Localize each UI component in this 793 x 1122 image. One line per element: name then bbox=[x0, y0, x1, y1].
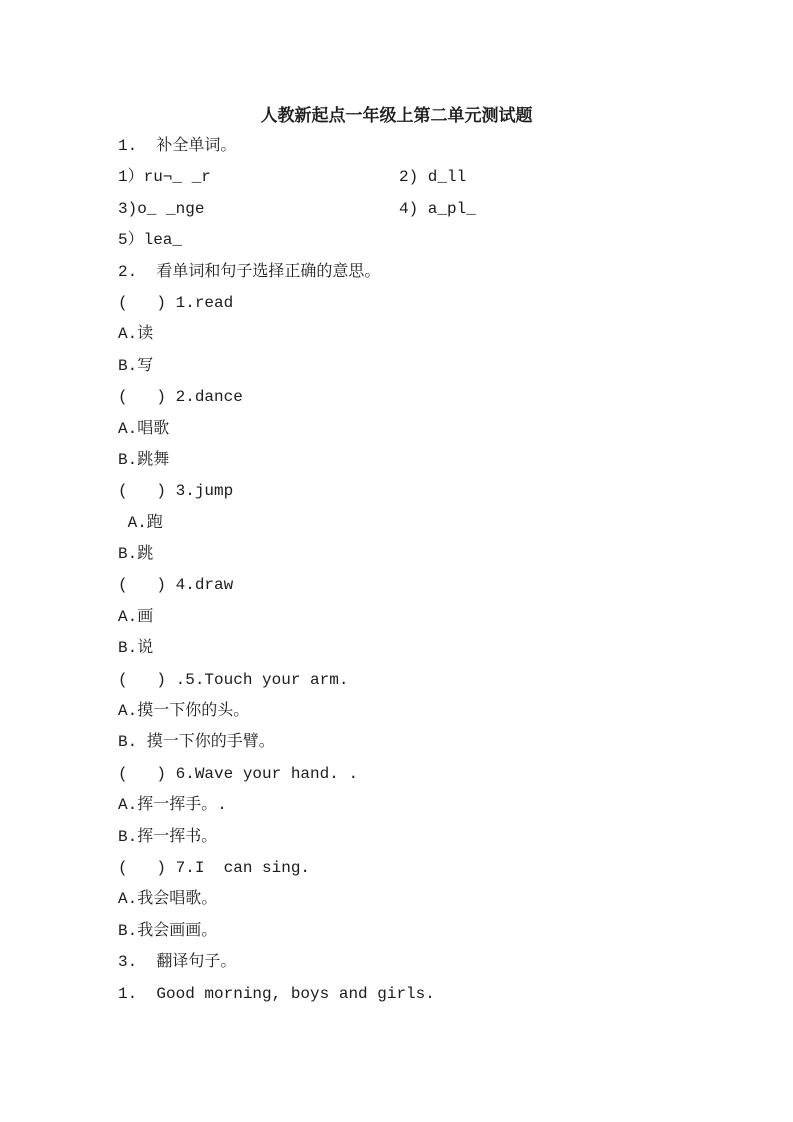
section-2-heading: 2. 看单词和句子选择正确的意思。 bbox=[118, 262, 381, 281]
question-7-option-a: A.我会唱歌。 bbox=[118, 890, 218, 909]
question-4-stem: ( ) 4.draw bbox=[118, 576, 234, 595]
translate-item-1: 1. Good morning, boys and girls. bbox=[118, 984, 435, 1003]
fill-blank-item-2: 2) d_ll bbox=[399, 168, 467, 187]
question-5-stem: ( ) .5.Touch your arm. bbox=[118, 670, 349, 689]
question-6-option-b: B.挥一挥书。 bbox=[118, 827, 218, 846]
question-4-option-b: B.说 bbox=[118, 639, 154, 658]
question-2-option-a: A.唱歌 bbox=[118, 419, 170, 438]
fill-blank-item-3: 3)o_ _nge bbox=[118, 199, 205, 218]
question-5-option-a: A.摸一下你的头。 bbox=[118, 702, 250, 721]
question-3-option-a: A.跑 bbox=[118, 513, 163, 532]
question-7-option-b: B.我会画画。 bbox=[118, 921, 218, 940]
question-3-option-b: B.跳 bbox=[118, 545, 154, 564]
question-3-stem: ( ) 3.jump bbox=[118, 482, 234, 501]
question-4-option-a: A.画 bbox=[118, 607, 154, 626]
fill-blank-item-5: 5）lea_ bbox=[118, 231, 183, 250]
fill-blank-row-1 bbox=[118, 162, 753, 193]
fill-blank-row-2 bbox=[118, 194, 753, 225]
question-1-option-b: B.写 bbox=[118, 356, 154, 375]
question-2-stem: ( ) 2.dance bbox=[118, 388, 243, 407]
section-3-heading: 3. 翻译句子。 bbox=[118, 953, 237, 972]
page-title: 人教新起点一年级上第二单元测试题 bbox=[260, 106, 533, 125]
question-1-option-a: A.读 bbox=[118, 325, 154, 344]
question-6-option-a: A.挥一挥手。. bbox=[118, 796, 227, 815]
question-1-stem: ( ) 1.read bbox=[118, 293, 234, 312]
document-body bbox=[118, 131, 753, 1010]
section-1-heading: 1. 补全单词。 bbox=[118, 137, 237, 155]
fill-blank-item-1: 1）ru¬_ _r bbox=[118, 168, 211, 187]
question-7-stem: ( ) 7.I can sing. bbox=[118, 858, 311, 877]
question-5-option-b: B. 摸一下你的手臂。 bbox=[118, 733, 275, 752]
fill-blank-item-4: 4) a_pl_ bbox=[399, 199, 476, 218]
question-2-option-b: B.跳舞 bbox=[118, 450, 170, 469]
question-6-stem: ( ) 6.Wave your hand. . bbox=[118, 764, 359, 783]
